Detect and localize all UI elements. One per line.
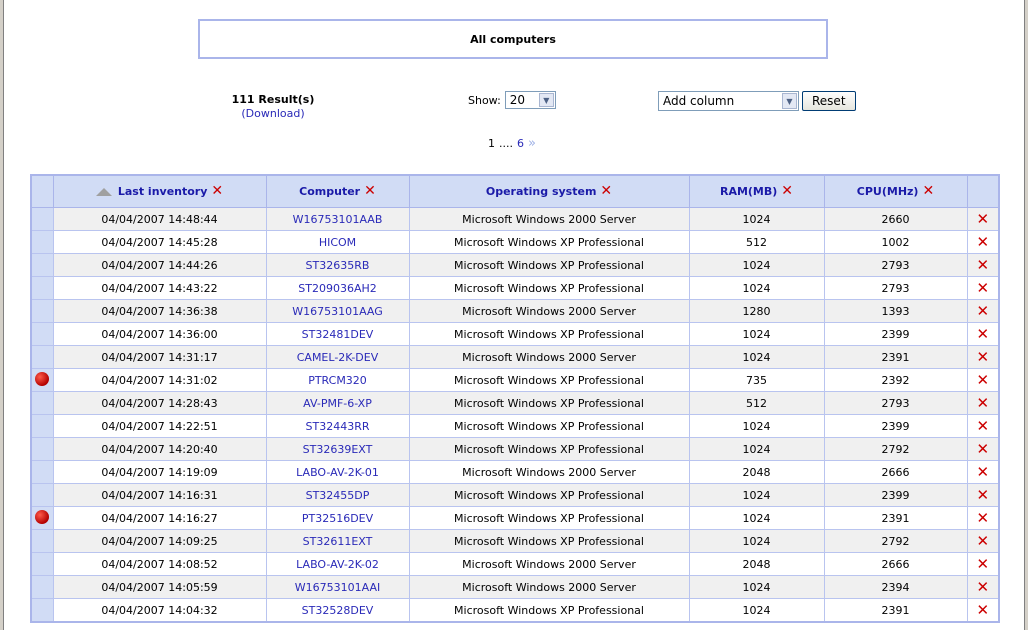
- last-inventory-cell: 04/04/2007 14:20:40: [53, 438, 266, 461]
- remove-column-icon[interactable]: ✕: [600, 183, 613, 199]
- column-controls: [658, 91, 856, 111]
- add-column-value: Add column: [663, 94, 735, 108]
- os-cell: Microsoft Windows XP Professional: [409, 231, 689, 254]
- delete-cell: [967, 415, 999, 438]
- delete-cell: [967, 438, 999, 461]
- ram-cell: 2048: [689, 553, 824, 576]
- computer-link[interactable]: ST32639EXT: [266, 438, 409, 461]
- page-current: 1: [488, 137, 495, 150]
- cpu-cell: 2793: [824, 277, 967, 300]
- delete-icon[interactable]: ✕: [976, 601, 990, 619]
- computer-link[interactable]: HICOM: [266, 231, 409, 254]
- chevron-down-icon[interactable]: ▼: [539, 93, 554, 107]
- computer-link[interactable]: PTRCM320: [266, 369, 409, 392]
- ram-cell: 2048: [689, 461, 824, 484]
- delete-cell: [967, 599, 999, 623]
- show-control: [468, 91, 556, 109]
- os-cell: Microsoft Windows XP Professional: [409, 438, 689, 461]
- ram-cell: 1024: [689, 576, 824, 599]
- computer-link[interactable]: CAMEL-2K-DEV: [266, 346, 409, 369]
- computer-link[interactable]: ST32443RR: [266, 415, 409, 438]
- os-cell: Microsoft Windows 2000 Server: [409, 300, 689, 323]
- delete-icon[interactable]: ✕: [976, 532, 990, 550]
- computer-link[interactable]: W16753101AAB: [266, 208, 409, 231]
- header-label[interactable]: RAM(MB): [719, 185, 778, 198]
- table-row: [31, 369, 999, 392]
- delete-icon[interactable]: ✕: [976, 555, 990, 573]
- cpu-cell: 2792: [824, 438, 967, 461]
- status-cell: [31, 277, 53, 300]
- computer-link[interactable]: ST32455DP: [266, 484, 409, 507]
- ram-cell: 1024: [689, 415, 824, 438]
- last-inventory-cell: 04/04/2007 14:16:31: [53, 484, 266, 507]
- header-label[interactable]: Operating system: [485, 185, 597, 198]
- status-cell: [31, 208, 53, 231]
- sort-ascending-icon[interactable]: [96, 188, 112, 196]
- os-cell: Microsoft Windows XP Professional: [409, 415, 689, 438]
- ram-cell: 1024: [689, 507, 824, 530]
- cpu-cell: 2391: [824, 599, 967, 623]
- delete-cell: [967, 484, 999, 507]
- remove-column-icon[interactable]: ✕: [922, 183, 935, 199]
- header-ram[interactable]: [689, 175, 824, 208]
- os-cell: Microsoft Windows XP Professional: [409, 369, 689, 392]
- page-last-link[interactable]: 6: [517, 137, 524, 150]
- window-frame-left: [0, 0, 4, 630]
- delete-cell: [967, 254, 999, 277]
- os-cell: Microsoft Windows XP Professional: [409, 392, 689, 415]
- add-column-select[interactable]: [658, 91, 799, 111]
- cpu-cell: 2399: [824, 415, 967, 438]
- table-row: [31, 208, 999, 231]
- computer-link[interactable]: W16753101AAI: [266, 576, 409, 599]
- status-cell: [31, 346, 53, 369]
- delete-cell: [967, 576, 999, 599]
- computer-link[interactable]: LABO-AV-2K-01: [266, 461, 409, 484]
- result-count: 111 Result(s): [231, 93, 315, 106]
- cpu-cell: 2399: [824, 484, 967, 507]
- show-count-value: 20: [509, 93, 526, 107]
- os-cell: Microsoft Windows XP Professional: [409, 323, 689, 346]
- header-actions: [967, 175, 999, 208]
- last-inventory-cell: 04/04/2007 14:43:22: [53, 277, 266, 300]
- table-row: [31, 438, 999, 461]
- table-row: [31, 507, 999, 530]
- delete-icon[interactable]: ✕: [976, 578, 990, 596]
- next-page-icon[interactable]: »: [528, 136, 533, 151]
- delete-icon[interactable]: ✕: [976, 348, 990, 366]
- table-row: [31, 392, 999, 415]
- delete-cell: [967, 277, 999, 300]
- ram-cell: 1024: [689, 277, 824, 300]
- window-frame-right: [1024, 0, 1028, 630]
- table-row: [31, 599, 999, 623]
- last-inventory-cell: 04/04/2007 14:22:51: [53, 415, 266, 438]
- last-inventory-cell: 04/04/2007 14:31:17: [53, 346, 266, 369]
- ram-cell: 1024: [689, 530, 824, 553]
- ram-cell: 735: [689, 369, 824, 392]
- os-cell: Microsoft Windows XP Professional: [409, 277, 689, 300]
- last-inventory-cell: 04/04/2007 14:04:32: [53, 599, 266, 623]
- os-cell: Microsoft Windows XP Professional: [409, 507, 689, 530]
- cpu-cell: 2666: [824, 553, 967, 576]
- os-cell: Microsoft Windows 2000 Server: [409, 346, 689, 369]
- header-label[interactable]: Computer: [299, 185, 361, 198]
- delete-cell: [967, 392, 999, 415]
- page-ellipsis: ....: [499, 137, 513, 150]
- remove-column-icon[interactable]: ✕: [364, 183, 376, 199]
- delete-icon[interactable]: ✕: [976, 371, 990, 389]
- cpu-cell: 2391: [824, 507, 967, 530]
- status-cell: [31, 507, 53, 530]
- header-label[interactable]: CPU(MHz): [856, 185, 919, 198]
- ram-cell: 1280: [689, 300, 824, 323]
- computer-link[interactable]: PT32516DEV: [266, 507, 409, 530]
- delete-icon[interactable]: ✕: [976, 256, 990, 274]
- cpu-cell: 2793: [824, 392, 967, 415]
- delete-cell: [967, 530, 999, 553]
- ram-cell: 1024: [689, 484, 824, 507]
- os-cell: Microsoft Windows 2000 Server: [409, 461, 689, 484]
- delete-cell: [967, 346, 999, 369]
- delete-icon[interactable]: ✕: [976, 440, 990, 458]
- status-cell: [31, 231, 53, 254]
- table-header-row: [31, 175, 999, 208]
- computer-link[interactable]: ST32611EXT: [266, 530, 409, 553]
- last-inventory-cell: 04/04/2007 14:08:52: [53, 553, 266, 576]
- cpu-cell: 2391: [824, 346, 967, 369]
- last-inventory-cell: 04/04/2007 14:36:00: [53, 323, 266, 346]
- delete-cell: [967, 208, 999, 231]
- table-row: [31, 484, 999, 507]
- os-cell: Microsoft Windows XP Professional: [409, 530, 689, 553]
- cpu-cell: 1002: [824, 231, 967, 254]
- last-inventory-cell: 04/04/2007 14:48:44: [53, 208, 266, 231]
- header-cpu[interactable]: [824, 175, 967, 208]
- status-cell: [31, 484, 53, 507]
- last-inventory-cell: 04/04/2007 14:31:02: [53, 369, 266, 392]
- header-computer[interactable]: [266, 175, 409, 208]
- results-summary: [213, 93, 333, 120]
- computer-link[interactable]: ST32635RB: [266, 254, 409, 277]
- os-cell: Microsoft Windows XP Professional: [409, 484, 689, 507]
- delete-cell: [967, 300, 999, 323]
- cpu-cell: 2660: [824, 208, 967, 231]
- table-row: [31, 346, 999, 369]
- os-cell: Microsoft Windows XP Professional: [409, 599, 689, 623]
- delete-icon[interactable]: ✕: [976, 417, 990, 435]
- os-cell: Microsoft Windows 2000 Server: [409, 208, 689, 231]
- delete-icon[interactable]: ✕: [976, 394, 990, 412]
- delete-icon[interactable]: ✕: [976, 325, 990, 343]
- table-row: [31, 461, 999, 484]
- table-row: [31, 254, 999, 277]
- last-inventory-cell: 04/04/2007 14:05:59: [53, 576, 266, 599]
- status-cell: [31, 415, 53, 438]
- last-inventory-cell: 04/04/2007 14:09:25: [53, 530, 266, 553]
- computer-link[interactable]: ST32528DEV: [266, 599, 409, 623]
- table-row: [31, 415, 999, 438]
- delete-icon[interactable]: ✕: [976, 509, 990, 527]
- last-inventory-cell: 04/04/2007 14:28:43: [53, 392, 266, 415]
- page-title: All computers: [198, 19, 828, 59]
- ram-cell: 1024: [689, 208, 824, 231]
- last-inventory-cell: 04/04/2007 14:16:27: [53, 507, 266, 530]
- show-label: Show:: [468, 93, 501, 107]
- delete-cell: [967, 323, 999, 346]
- ram-cell: 512: [689, 231, 824, 254]
- table-row: [31, 231, 999, 254]
- table-row: [31, 576, 999, 599]
- table-row: [31, 530, 999, 553]
- delete-icon[interactable]: ✕: [976, 233, 990, 251]
- cpu-cell: 1393: [824, 300, 967, 323]
- remove-column-icon[interactable]: ✕: [781, 183, 794, 199]
- reset-button[interactable]: Reset: [802, 91, 856, 111]
- cpu-cell: 2399: [824, 323, 967, 346]
- last-inventory-cell: 04/04/2007 14:19:09: [53, 461, 266, 484]
- ram-cell: 1024: [689, 346, 824, 369]
- ram-cell: 1024: [689, 438, 824, 461]
- header-label[interactable]: Last inventory: [117, 185, 208, 198]
- delete-cell: [967, 507, 999, 530]
- os-cell: Microsoft Windows XP Professional: [409, 254, 689, 277]
- status-cell: [31, 323, 53, 346]
- computer-link[interactable]: LABO-AV-2K-02: [266, 553, 409, 576]
- status-cell: [31, 438, 53, 461]
- last-inventory-cell: 04/04/2007 14:45:28: [53, 231, 266, 254]
- ram-cell: 1024: [689, 599, 824, 623]
- show-count-select[interactable]: [505, 91, 556, 109]
- red-dot-icon: [35, 372, 49, 386]
- ram-cell: 512: [689, 392, 824, 415]
- chevron-down-icon[interactable]: ▼: [782, 93, 797, 109]
- ram-cell: 1024: [689, 323, 824, 346]
- status-cell: [31, 553, 53, 576]
- remove-column-icon[interactable]: ✕: [211, 183, 224, 199]
- delete-cell: [967, 231, 999, 254]
- status-cell: [31, 530, 53, 553]
- delete-icon[interactable]: ✕: [976, 463, 990, 481]
- status-cell: [31, 254, 53, 277]
- cpu-cell: 2666: [824, 461, 967, 484]
- delete-icon[interactable]: ✕: [976, 302, 990, 320]
- computers-table: [30, 174, 1000, 623]
- delete-cell: [967, 369, 999, 392]
- delete-icon[interactable]: ✕: [976, 279, 990, 297]
- os-cell: Microsoft Windows 2000 Server: [409, 553, 689, 576]
- last-inventory-cell: 04/04/2007 14:36:38: [53, 300, 266, 323]
- header-last-inventory[interactable]: [53, 175, 266, 208]
- header-status: [31, 175, 53, 208]
- cpu-cell: 2392: [824, 369, 967, 392]
- last-inventory-cell: 04/04/2007 14:44:26: [53, 254, 266, 277]
- status-cell: [31, 461, 53, 484]
- cpu-cell: 2792: [824, 530, 967, 553]
- delete-cell: [967, 553, 999, 576]
- status-cell: [31, 576, 53, 599]
- delete-icon[interactable]: ✕: [976, 486, 990, 504]
- red-dot-icon: [35, 510, 49, 524]
- cpu-cell: 2793: [824, 254, 967, 277]
- computer-link[interactable]: ST32481DEV: [266, 323, 409, 346]
- status-cell: [31, 300, 53, 323]
- download-link[interactable]: (Download): [241, 107, 305, 120]
- table-row: [31, 323, 999, 346]
- table-row: [31, 300, 999, 323]
- computer-link[interactable]: W16753101AAG: [266, 300, 409, 323]
- computer-link[interactable]: ST209036AH2: [266, 277, 409, 300]
- status-cell: [31, 392, 53, 415]
- status-cell: [31, 369, 53, 392]
- table-row: [31, 553, 999, 576]
- header-operating-system[interactable]: [409, 175, 689, 208]
- computer-link[interactable]: AV-PMF-6-XP: [266, 392, 409, 415]
- table-row: [31, 277, 999, 300]
- delete-cell: [967, 461, 999, 484]
- pagination: [488, 136, 533, 151]
- cpu-cell: 2394: [824, 576, 967, 599]
- delete-icon[interactable]: ✕: [976, 210, 990, 228]
- status-cell: [31, 599, 53, 623]
- ram-cell: 1024: [689, 254, 824, 277]
- os-cell: Microsoft Windows 2000 Server: [409, 576, 689, 599]
